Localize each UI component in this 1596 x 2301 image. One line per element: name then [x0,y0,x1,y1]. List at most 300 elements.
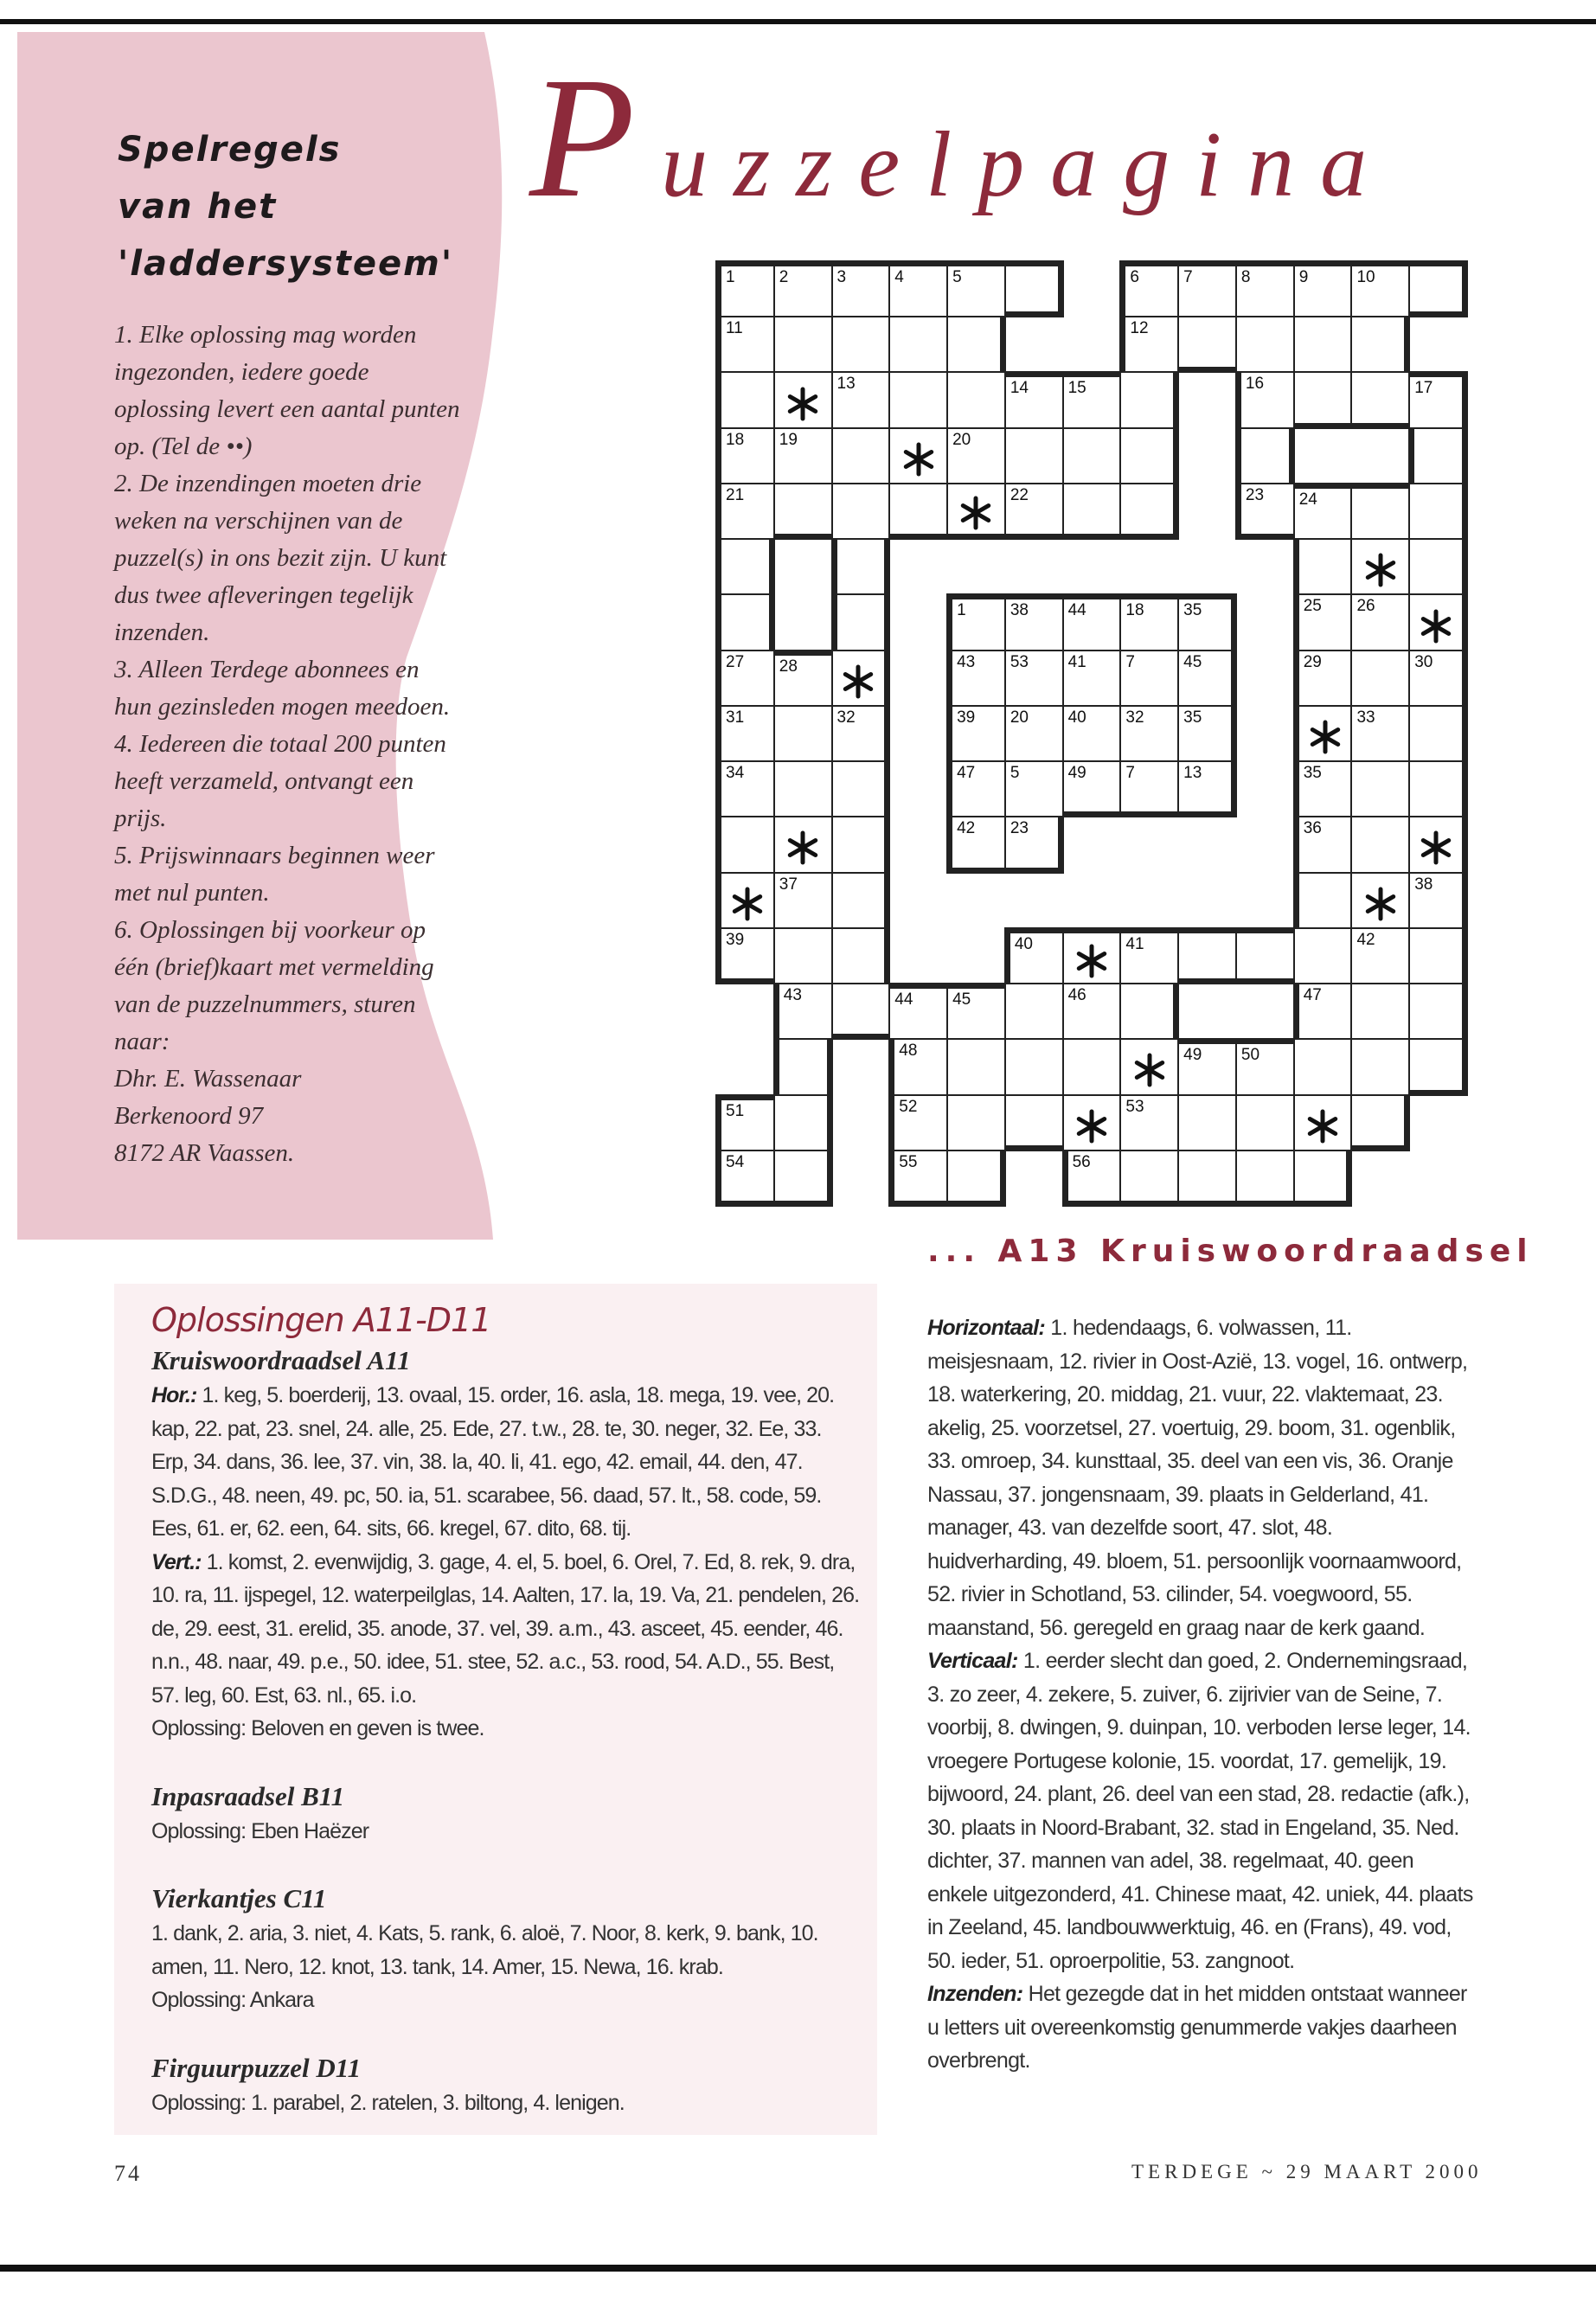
grid-cell[interactable] [773,483,833,540]
grid-cell[interactable] [1004,1094,1064,1151]
grid-cell[interactable] [1408,927,1468,984]
cell-number: 5 [952,268,962,286]
grid-cell[interactable] [831,872,891,929]
grid-cell[interactable] [1293,1038,1353,1095]
grid-cell[interactable] [1235,1094,1295,1151]
vert-answers: 1. komst, 2. evenwijdig, 3. gage, 4. el, 5. boel, 6. Orel, 7. Ed, 8. rek, 9. dra, 10. ra, 11. ijspegel, 12. waterpeilglas, 14. Aalten, 17. la, 19. Va, 21. pendelen, 26. de, 29. eest, 31. erelid, 35. anode, 37. vel, 39. a.m., 43. asceet, 45. eender, 46. n.n., 48. naar, 49. p.e., 50. idee, 51. stee, 52. a.c., 53. rood, 54. A.D., 55. Best, 57. leg, 60. Est, 63. nl., 65. i.o. [151,1549,860,1708]
cell-number: 5 [1010,764,1020,783]
cell-number: 11 [726,319,743,338]
grid-cell[interactable] [1350,927,1410,984]
cell-number: 41 [1067,652,1086,671]
grid-cell[interactable] [1062,760,1122,817]
grid-cell[interactable] [1062,705,1122,762]
grid-cell[interactable] [715,927,775,984]
grid-cell[interactable] [773,650,833,707]
grid-cell[interactable] [1119,760,1179,817]
c11-title: Vierkantjes C11 [151,1883,327,1913]
grid-cell[interactable] [1062,650,1122,707]
cell-number: 41 [1125,934,1144,953]
clues-vertical [927,1644,1477,1977]
cell-number: 40 [1067,708,1086,727]
solutions-title: Oplossingen A11-D11 [151,1301,491,1339]
grid-cell[interactable] [888,983,948,1040]
submit-instructions [927,1977,1477,2078]
grid-cell[interactable] [888,483,948,540]
grid-cell[interactable] [773,1094,833,1151]
grid-cell[interactable] [1350,816,1410,873]
grid-cell[interactable] [946,483,1006,540]
cell-number: 34 [726,764,745,783]
cell-number: 3 [836,268,847,286]
grid-cell[interactable] [888,316,948,373]
grid-cell[interactable] [1119,1150,1179,1207]
grid-cell[interactable] [715,872,775,929]
grid-cell[interactable] [1004,705,1064,762]
grid-cell[interactable] [1119,1094,1179,1151]
cell-number: 1 [957,601,966,620]
grid-cell[interactable] [831,593,891,651]
a11-vertical [151,1546,861,1713]
cell-number: 22 [1010,485,1029,504]
cell-number: 48 [899,1042,918,1061]
rules-heading [118,121,453,292]
rules-heading-line: van het [118,187,278,227]
a11-horizontal [151,1379,861,1546]
cell-number: 42 [957,819,976,838]
rule-item: 3. Alleen Terdege abonnees en hun gezinsleden mogen meedoen. [114,656,451,721]
grid-cell[interactable] [773,427,833,484]
grid-cell[interactable] [1004,1038,1064,1095]
grid-cell[interactable] [1293,483,1353,540]
horizontaal-clues: 1. hedendaags, 6. volwassen, 11. meisjesnaam, 12. rivier in Oost-Azië, 13. vogel, 16. ontwerp, 18. waterkering, 20. middag, 21. vuur, 22. vlaktemaat, 23. akelig, 25. voorzetsel, 27. voertuig, 29. boom, 31. ogenblik, 33. omroep, 34. kunsttaal, 35. deel van een vis, 36. Oranje Nassau, 37. jongensnaam, 39. plaats in Gelderland, 41. manager, 43. van dezelfde soort, 47. slot, 48. huidverharding, 49. bloem, 51. persoonlijk voornaamwoord, 52. rivier in Schotland, 53. cilinder, 54. voegwoord, 55. maanstand, 56. geregeld en graag naar de kerk gaand. [927,1316,1468,1640]
cell-number: 43 [957,652,976,671]
cell-number: 18 [1125,601,1144,620]
grid-cell[interactable] [1119,483,1179,540]
grid-cell[interactable] [715,650,775,707]
grid-cell[interactable] [1350,705,1410,762]
grid-cell[interactable] [1293,650,1353,707]
cell-number: 53 [1010,652,1029,671]
grid-cell[interactable] [715,260,775,317]
crossword-grid [716,261,1467,1206]
cell-number: 45 [1183,652,1202,671]
grid-cell[interactable] [715,427,775,484]
cell-number: 6 [1130,268,1139,286]
grid-cell[interactable] [1177,316,1237,373]
grid-cell[interactable] [831,316,891,373]
grid-cell[interactable] [831,983,891,1040]
grid-cell[interactable] [888,371,948,428]
cell-number: 21 [726,485,745,504]
asterisk-icon [730,887,765,921]
cell-number: 50 [1240,1046,1260,1065]
cell-number: 7 [1183,268,1193,286]
grid-cell[interactable] [1293,816,1353,873]
grid-cell[interactable] [1062,983,1122,1040]
grid-cell[interactable] [1350,983,1410,1040]
grid-cell[interactable] [1177,650,1237,707]
grid-cell[interactable] [1408,983,1468,1040]
grid-cell[interactable] [773,1038,833,1095]
grid-cell[interactable] [773,1150,833,1207]
grid-cell[interactable] [773,705,833,762]
grid-cell[interactable] [1350,538,1410,595]
asterisk-icon [1074,1109,1109,1144]
asterisk-icon [1074,944,1109,978]
grid-cell[interactable] [1119,260,1179,317]
cell-number: 39 [957,708,976,727]
b11-solution: Oplossing: Eben Haëzer [151,1818,369,1843]
grid-cell[interactable] [888,1150,948,1207]
grid-cell[interactable] [1119,1038,1179,1095]
grid-cell[interactable] [1408,705,1468,762]
asterisk-icon [841,664,875,699]
cell-number: 27 [726,652,745,671]
grid-cell[interactable] [1408,872,1468,929]
cell-number: 8 [1240,268,1251,286]
cell-number: 45 [952,990,971,1009]
asterisk-icon [1363,887,1398,921]
cell-number: 7 [1125,652,1135,671]
inzenden-text: Het gezegde dat in het midden ontstaat wanneer u letters uit overeenkomstig genummerde vakjes daarheen overbrengt. [927,1982,1467,2073]
grid-cell[interactable] [831,927,891,984]
grid-cell[interactable] [831,260,891,317]
puzzle-title: ... A13 Kruiswoordraadsel [927,1234,1534,1269]
grid-cell[interactable] [1293,705,1353,762]
cell-number: 14 [1010,379,1029,398]
grid-cell[interactable] [773,927,833,984]
verticaal-label: Verticaal: [927,1649,1018,1673]
asterisk-icon [1305,1109,1340,1144]
grid-cell[interactable] [1408,1038,1468,1095]
grid-cell[interactable] [1408,371,1468,428]
grid-cell[interactable] [831,483,891,540]
cell-number: 37 [779,875,798,894]
d11-title: Firguurpuzzel D11 [151,2052,362,2083]
grid-cell[interactable] [1293,1150,1353,1207]
rules-heading-line: Spelregels [118,130,342,170]
cell-number: 25 [1303,597,1322,616]
grid-cell[interactable] [831,371,891,428]
grid-cell[interactable] [715,538,775,595]
cell-number: 42 [1356,930,1375,949]
address-line: Dhr. E. Wassenaar [114,1065,302,1093]
grid-cell[interactable] [1004,927,1064,984]
cell-number: 53 [1125,1097,1144,1116]
grid-cell[interactable] [946,1150,1006,1207]
grid-cell[interactable] [1350,760,1410,817]
grid-cell[interactable] [1408,760,1468,817]
cell-number: 43 [783,986,802,1005]
cell-number: 55 [899,1152,918,1171]
inzenden-label: Inzenden: [927,1982,1023,2006]
asterisk-icon [1363,553,1398,587]
grid-cell[interactable] [946,760,1006,817]
grid-cell[interactable] [831,650,891,707]
cell-number: 44 [894,990,913,1009]
cell-number: 19 [779,430,798,449]
c11-solution: Oplossing: Ankara [151,1988,314,2012]
cell-number: 46 [1067,986,1086,1005]
hor-answers: 1. keg, 5. boerderij, 13. ovaal, 15. order, 16. asla, 18. mega, 19. vee, 20. kap, 22. pat, 23. snel, 24. alle, 25. Ede, 27. t.w., 28. te, 30. neger, 32. Ee, 33. Erp, 34. dans, 36. lee, 37. vin, 38. la, 40. li, 41. ego, 42. email, 44. den, 47. S.D.G., 48. neen, 49. pc, 50. ia, 51. scarabee, 56. daad, 57. lt., 58. code, 59. Ees, 61. er, 62. een, 64. sits, 66. kregel, 67. dito, 68. tij. [151,1383,835,1541]
grid-cell[interactable] [946,983,1006,1040]
grid-cell[interactable] [1408,593,1468,651]
grid-cell[interactable] [1235,1150,1295,1207]
grid-cell[interactable] [1062,593,1122,651]
magazine-issue: TERDEGE ~ 29 MAART 2000 [1131,2161,1483,2182]
hor-label: Hor.: [151,1383,197,1407]
cell-number: 15 [1067,379,1086,398]
grid-cell[interactable] [1177,260,1237,317]
grid-cell[interactable] [1119,427,1179,484]
cell-number: 52 [899,1097,918,1116]
clues-column [927,1311,1477,2078]
grid-cell[interactable] [1293,927,1353,984]
grid-cell[interactable] [946,260,1006,317]
cell-number: 23 [1010,819,1029,838]
grid-cell[interactable] [1119,927,1179,984]
clues-horizontal [927,1311,1477,1644]
asterisk-icon [785,830,820,865]
grid-cell[interactable] [888,1038,948,1095]
grid-cell[interactable] [715,1094,775,1151]
grid-cell[interactable] [1293,1094,1353,1151]
grid-cell[interactable] [831,760,891,817]
grid-cell[interactable] [1350,872,1410,929]
grid-cell[interactable] [1293,872,1353,929]
grid-cell[interactable] [1119,316,1179,373]
grid-cell[interactable] [773,316,833,373]
grid-cell[interactable] [1062,1038,1122,1095]
grid-cell[interactable] [1177,1094,1237,1151]
grid-cell[interactable] [1235,927,1295,984]
grid-cell[interactable] [715,816,775,873]
cell-number: 17 [1414,379,1433,398]
grid-cell[interactable] [1235,371,1295,428]
cell-number: 1 [726,268,735,286]
horizontaal-label: Horizontaal: [927,1316,1046,1340]
cell-number: 16 [1245,375,1265,394]
grid-cell[interactable] [1350,483,1410,540]
a11-solution: Oplossing: Beloven en geven is twee. [151,1716,484,1740]
cell-number: 35 [1183,601,1202,620]
grid-cell[interactable] [1177,1150,1237,1207]
grid-cell[interactable] [1408,483,1468,540]
grid-cell[interactable] [1004,816,1064,873]
cell-number: 36 [1303,819,1322,838]
grid-cell[interactable] [1350,650,1410,707]
grid-cell[interactable] [1235,483,1295,540]
grid-cell[interactable] [831,705,891,762]
cell-number: 38 [1414,875,1433,894]
grid-cell[interactable] [888,1094,948,1151]
cell-number: 51 [726,1101,745,1120]
cell-number: 26 [1356,597,1375,616]
grid-cell[interactable] [1350,593,1410,651]
asterisk-icon [958,496,993,530]
grid-cell[interactable] [1177,1038,1237,1095]
address-line: Berkenoord 97 [114,1102,264,1130]
grid-cell[interactable] [1293,538,1353,595]
grid-cell[interactable] [1004,371,1064,428]
grid-cell[interactable] [1062,371,1122,428]
cell-number: 30 [1414,652,1433,671]
cell-number: 31 [726,708,745,727]
grid-cell[interactable] [946,816,1006,873]
grid-cell[interactable] [946,316,1006,373]
grid-cell[interactable] [773,872,833,929]
cell-number: 29 [1303,652,1322,671]
address-line: 8172 AR Vaassen. [114,1139,295,1167]
rule-item: 6. Oplossingen bij voorkeur op één (brief)kaart met vermelding van de puzzelnummers, sturen naar: [114,916,434,1055]
grid-cell[interactable] [1293,260,1353,317]
cell-number: 4 [894,268,904,286]
cell-number: 33 [1356,708,1375,727]
grid-cell[interactable] [1177,927,1237,984]
vert-label: Vert.: [151,1549,202,1574]
cell-number: 54 [726,1152,745,1171]
grid-cell[interactable] [1350,1094,1410,1151]
grid-cell[interactable] [946,1038,1006,1095]
grid-cell[interactable] [831,427,891,484]
cell-number: 32 [836,708,856,727]
rules-heading-line: 'laddersysteem' [118,244,454,284]
grid-cell[interactable] [1004,483,1064,540]
grid-cell[interactable] [715,705,775,762]
grid-cell[interactable] [1062,1150,1122,1207]
grid-cell[interactable] [1293,593,1353,651]
grid-cell[interactable] [1235,427,1295,484]
cell-number: 47 [957,764,976,783]
grid-cell[interactable] [888,427,948,484]
cell-number: 56 [1072,1152,1091,1171]
grid-cell[interactable] [773,371,833,428]
grid-cell[interactable] [773,760,833,817]
grid-cell[interactable] [888,260,948,317]
cell-number: 39 [726,930,745,949]
grid-cell[interactable] [1293,760,1353,817]
a11-title: Kruiswoordraadsel A11 [151,1345,411,1375]
cell-number: 35 [1303,764,1322,783]
cell-number: 44 [1067,601,1086,620]
cell-number: 38 [1010,601,1029,620]
grid-cell[interactable] [1408,650,1468,707]
asterisk-icon [785,387,820,421]
grid-cell[interactable] [715,371,775,428]
grid-cell[interactable] [1004,650,1064,707]
grid-cell[interactable] [1004,593,1064,651]
grid-cell[interactable] [1119,650,1179,707]
grid-cell[interactable] [1235,1038,1295,1095]
grid-cell[interactable] [946,650,1006,707]
grid-cell[interactable] [1408,816,1468,873]
page-number: 74 [114,2161,142,2186]
grid-cell[interactable] [1235,316,1295,373]
cell-number: 20 [952,430,971,449]
grid-cell[interactable] [1062,483,1122,540]
grid-cell[interactable] [1293,983,1353,1040]
bottom-border [0,2265,1596,2272]
grid-cell[interactable] [946,427,1006,484]
grid-cell[interactable] [1408,427,1468,484]
grid-cell[interactable] [831,538,891,595]
grid-cell[interactable] [1119,983,1179,1040]
cell-number: 40 [1014,934,1033,953]
grid-cell[interactable] [1293,371,1353,428]
rules-list [114,317,460,1172]
cell-number: 13 [1183,764,1202,783]
asterisk-icon [1308,720,1343,754]
asterisk-icon [1132,1053,1167,1087]
grid-cell[interactable] [715,593,775,651]
grid-cell[interactable] [1004,983,1064,1040]
grid-cell[interactable] [946,1094,1006,1151]
grid-cell[interactable] [1177,760,1237,817]
grid-cell[interactable] [1350,260,1410,317]
grid-cell[interactable] [715,1150,775,1207]
cell-number: 35 [1183,708,1202,727]
rule-item: 4. Iedereen die totaal 200 punten heeft verzameld, ontvangt een prijs. [114,730,446,832]
grid-cell[interactable] [946,371,1006,428]
cell-number: 13 [836,375,856,394]
grid-cell[interactable] [1004,260,1064,317]
grid-cell[interactable] [773,816,833,873]
grid-cell[interactable] [946,593,1006,651]
cell-number: 24 [1298,490,1317,509]
rule-item: 1. Elke oplossing mag worden ingezonden, iedere goede oplossing levert een aantal punten op. (Tel de ••) [114,321,460,460]
grid-cell[interactable] [715,483,775,540]
verticaal-clues: 1. eerder slecht dan goed, 2. Ondernemingsraad, 3. zo zeer, 4. zekere, 5. zuiver, 6. zijrivier van de Seine, 7. voorbij, 8. dwingen, 9. duinpan, 10. verboden Ierse leger, 14. vroegere Portugese kolonie, 15. voordat, 17. gemelijk, 19. bijwoord, 24. plant, 26. deel van een stad, 28. redactie (afk.), 30. plaats in Noord-Brabant, 32. stad in Engeland, 35. Ned. dichter, 37. mannen van adel, 38. regelmaat, 40. geen enkele uitgezonderd, 41. Chinese maat, 42. uniek, 44. plaats in Zeeland, 45. landbouwwerktuig, 46. en (Frans), 49. vod, 50. ieder, 51. oproerpolitie, 53. zangnoot. [927,1649,1473,1973]
asterisk-icon [1419,609,1453,644]
grid-cell[interactable] [1350,316,1410,373]
grid-cell[interactable] [715,760,775,817]
cell-number: 23 [1245,485,1265,504]
grid-cell[interactable] [1350,371,1410,428]
grid-cell[interactable] [1293,316,1353,373]
grid-cell[interactable] [1408,260,1468,317]
grid-cell[interactable] [1062,427,1122,484]
grid-cell[interactable] [715,316,775,373]
asterisk-icon [901,442,936,477]
grid-cell[interactable] [1004,760,1064,817]
grid-cell[interactable] [773,260,833,317]
grid-cell[interactable] [1408,538,1468,595]
grid-cell[interactable] [1119,371,1179,428]
grid-cell[interactable] [1004,427,1064,484]
grid-cell[interactable] [1062,927,1122,984]
cell-number: 12 [1130,319,1149,338]
rule-item: 5. Prijswinnaars beginnen weer met nul punten. [114,842,435,907]
cell-number: 20 [1010,708,1029,727]
grid-cell[interactable] [1235,260,1295,317]
grid-cell[interactable] [1350,1038,1410,1095]
cell-number: 9 [1298,268,1309,286]
cell-number: 2 [779,268,789,286]
grid-cell[interactable] [1119,705,1179,762]
grid-cell[interactable] [1177,705,1237,762]
cell-number: 28 [779,657,798,676]
grid-cell[interactable] [1177,593,1237,651]
cell-number: 32 [1125,708,1144,727]
grid-cell[interactable] [773,983,833,1040]
grid-cell[interactable] [1062,1094,1122,1151]
cell-number: 10 [1356,268,1375,286]
grid-cell[interactable] [1119,593,1179,651]
cell-number: 49 [1183,1046,1202,1065]
grid-cell[interactable] [831,816,891,873]
grid-cell[interactable] [946,705,1006,762]
page-title: Puzzelpagina [529,42,1394,234]
